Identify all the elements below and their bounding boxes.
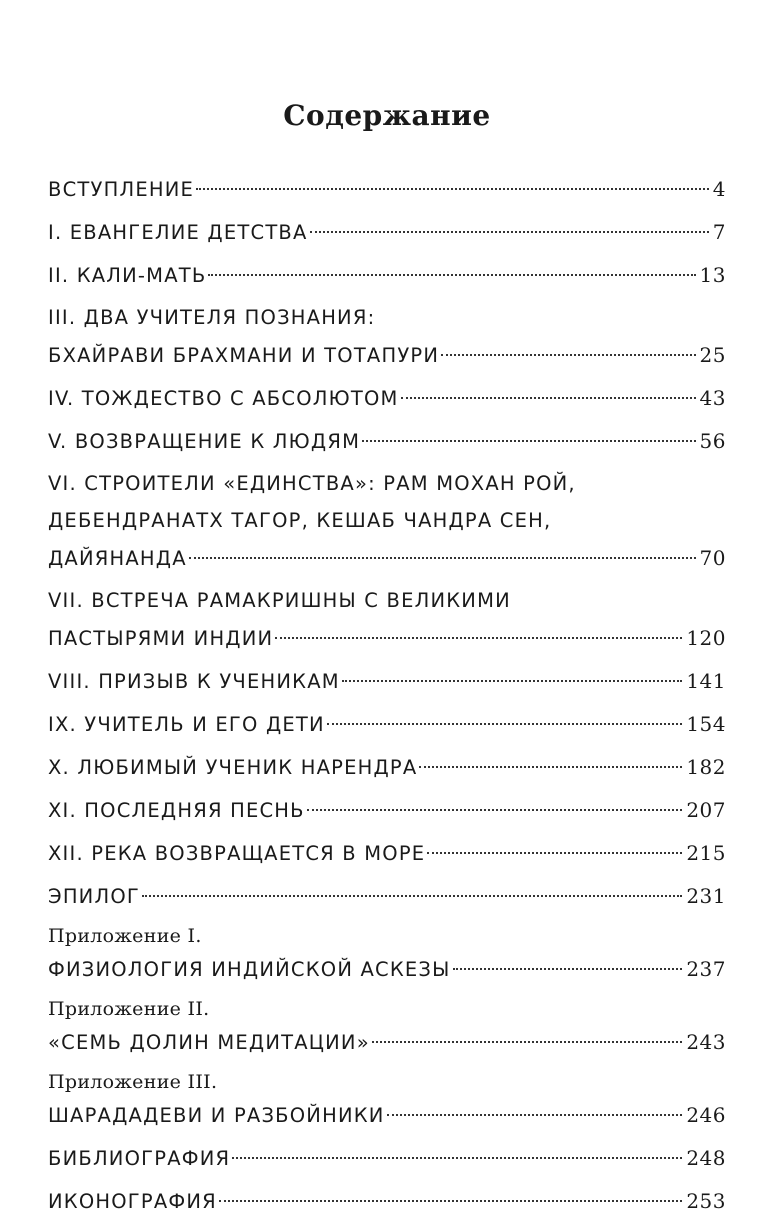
toc-page-number: 207 xyxy=(686,798,726,822)
dot-leader xyxy=(372,1041,682,1043)
page-title: Содержание xyxy=(283,99,491,132)
toc-page-number: 141 xyxy=(686,669,726,693)
toc-entry xyxy=(48,875,726,918)
toc-entry-line xyxy=(48,832,726,875)
dot-leader xyxy=(310,231,709,233)
toc-entry xyxy=(48,1064,726,1137)
dot-leader xyxy=(453,968,683,970)
dot-leader xyxy=(401,397,696,399)
toc-page-number: 13 xyxy=(699,263,726,287)
toc-entry xyxy=(48,991,726,1064)
toc-entry-line xyxy=(48,463,726,505)
toc-entry-title: XII. РЕКА ВОЗВРАЩАЕТСЯ В МОРЕ xyxy=(48,842,426,865)
toc-entry-title: БИБЛИОГРАФИЯ xyxy=(48,1147,231,1170)
toc-page-number: 248 xyxy=(686,1146,726,1170)
toc-entry xyxy=(48,746,726,789)
toc-page-number: 120 xyxy=(686,626,726,650)
toc-entry-title: V. ВОЗВРАЩЕНИЕ К ЛЮДЯМ xyxy=(48,430,361,453)
toc-entry xyxy=(48,918,726,991)
toc-entry xyxy=(48,580,726,660)
toc-entry xyxy=(48,211,726,254)
toc-entry-line xyxy=(48,1180,726,1223)
toc-entry-line xyxy=(48,789,726,832)
toc-entry-title: VI. СТРОИТЕЛИ «ЕДИНСТВА»: РАМ МОХАН РОЙ, xyxy=(48,472,576,495)
toc-page-number: 253 xyxy=(686,1189,726,1213)
dot-leader xyxy=(142,895,682,897)
toc-entry-line xyxy=(48,746,726,789)
toc-entry-title: I. ЕВАНГЕЛИЕ ДЕТСТВА xyxy=(48,221,308,244)
toc-entry xyxy=(48,254,726,297)
toc-entry-title: ДАЙЯНАНДА xyxy=(48,547,187,570)
dot-leader xyxy=(362,440,695,442)
toc-entry xyxy=(48,1137,726,1180)
toc-entry-title: VII. ВСТРЕЧА РАМАКРИШНЫ С ВЕЛИКИМИ xyxy=(48,589,511,612)
toc-entry-line xyxy=(48,660,726,703)
toc-entry-line xyxy=(48,211,726,254)
dot-leader xyxy=(419,766,682,768)
toc-entry xyxy=(48,1180,726,1223)
dot-leader xyxy=(232,1157,682,1159)
toc-entry-title: II. КАЛИ-МАТЬ xyxy=(48,264,207,287)
toc-entry-line xyxy=(48,420,726,463)
toc-page-number: 43 xyxy=(699,386,726,410)
toc-page-number: 246 xyxy=(686,1103,726,1127)
toc-entry-line xyxy=(48,875,726,918)
toc-page-number: 4 xyxy=(712,177,726,201)
toc-entry xyxy=(48,168,726,211)
toc-entry-prefix: Приложение I. xyxy=(48,925,202,947)
toc-page-number: 56 xyxy=(699,429,726,453)
toc-entry-title: БХАЙРАВИ БРАХМАНИ И ТОТАПУРИ xyxy=(48,344,440,367)
toc-entry-line xyxy=(48,297,726,339)
toc-page-number: 231 xyxy=(686,884,726,908)
dot-leader xyxy=(427,852,682,854)
toc-entry-title: ШАРАДАДЕВИ И РАЗБОЙНИКИ xyxy=(48,1104,385,1127)
dot-leader xyxy=(275,637,682,639)
toc-page-number: 237 xyxy=(686,957,726,981)
toc-entry-line xyxy=(48,580,726,622)
toc-entry xyxy=(48,463,726,580)
toc-entry-title: ВСТУПЛЕНИЕ xyxy=(48,178,195,201)
dot-leader xyxy=(327,723,682,725)
toc-entry-title: ФИЗИОЛОГИЯ ИНДИЙСКОЙ АСКЕЗЫ xyxy=(48,958,451,981)
toc-entry xyxy=(48,660,726,703)
toc-entry-title: XI. ПОСЛЕДНЯЯ ПЕСНЬ xyxy=(48,799,305,822)
toc-entry-title: ЭПИЛОГ xyxy=(48,885,140,908)
toc-entry-line xyxy=(48,537,726,580)
dot-leader xyxy=(441,354,695,356)
toc-entry-prefix: Приложение II. xyxy=(48,998,210,1020)
toc-entry-title: IV. ТОЖДЕСТВО С АБСОЛЮТОМ xyxy=(48,387,399,410)
toc-entry xyxy=(48,297,726,377)
toc-entry-title: X. ЛЮБИМЫЙ УЧЕНИК НАРЕНДРА xyxy=(48,756,418,779)
toc-entry-line xyxy=(48,948,726,991)
toc-page-number: 25 xyxy=(699,343,726,367)
toc-entry-line xyxy=(48,1094,726,1137)
toc-page-number: 182 xyxy=(686,755,726,779)
toc-entry-line xyxy=(48,617,726,660)
toc-entry-title: IX. УЧИТЕЛЬ И ЕГО ДЕТИ xyxy=(48,713,325,736)
toc-entry-line xyxy=(48,500,726,542)
toc-entry-line xyxy=(48,703,726,746)
toc-entry xyxy=(48,789,726,832)
toc-entry-title: VIII. ПРИЗЫВ К УЧЕНИКАМ xyxy=(48,670,340,693)
toc-entry xyxy=(48,703,726,746)
toc-entry-title: ДЕБЕНДРАНАТХ ТАГОР, КЕШАБ ЧАНДРА СЕН, xyxy=(48,509,552,532)
dot-leader xyxy=(307,809,683,811)
table-of-contents xyxy=(48,168,726,1223)
toc-entry-line xyxy=(48,254,726,297)
toc-entry-title: ПАСТЫРЯМИ ИНДИИ xyxy=(48,627,274,650)
toc-page-number: 70 xyxy=(699,546,726,570)
toc-entry-line xyxy=(48,377,726,420)
toc-entry-title: «СЕМЬ ДОЛИН МЕДИТАЦИИ» xyxy=(48,1031,370,1054)
dot-leader xyxy=(219,1200,682,1202)
dot-leader xyxy=(208,274,695,276)
toc-entry xyxy=(48,420,726,463)
dot-leader xyxy=(196,188,709,190)
toc-entry-title: ИКОНОГРАФИЯ xyxy=(48,1190,217,1213)
toc-page-number: 215 xyxy=(686,841,726,865)
toc-page-number: 7 xyxy=(712,220,726,244)
dot-leader xyxy=(387,1114,683,1116)
toc-page-number: 154 xyxy=(686,712,726,736)
toc-entry-line xyxy=(48,1137,726,1180)
dot-leader xyxy=(189,557,696,559)
toc-entry xyxy=(48,832,726,875)
toc-entry-line xyxy=(48,334,726,377)
toc-entry-prefix: Приложение III. xyxy=(48,1071,218,1093)
toc-entry-line xyxy=(48,168,726,211)
toc-entry-title: III. ДВА УЧИТЕЛЯ ПОЗНАНИЯ: xyxy=(48,306,376,329)
dot-leader xyxy=(342,680,683,682)
toc-entry xyxy=(48,377,726,420)
toc-page-number: 243 xyxy=(686,1030,726,1054)
toc-entry-line xyxy=(48,1021,726,1064)
